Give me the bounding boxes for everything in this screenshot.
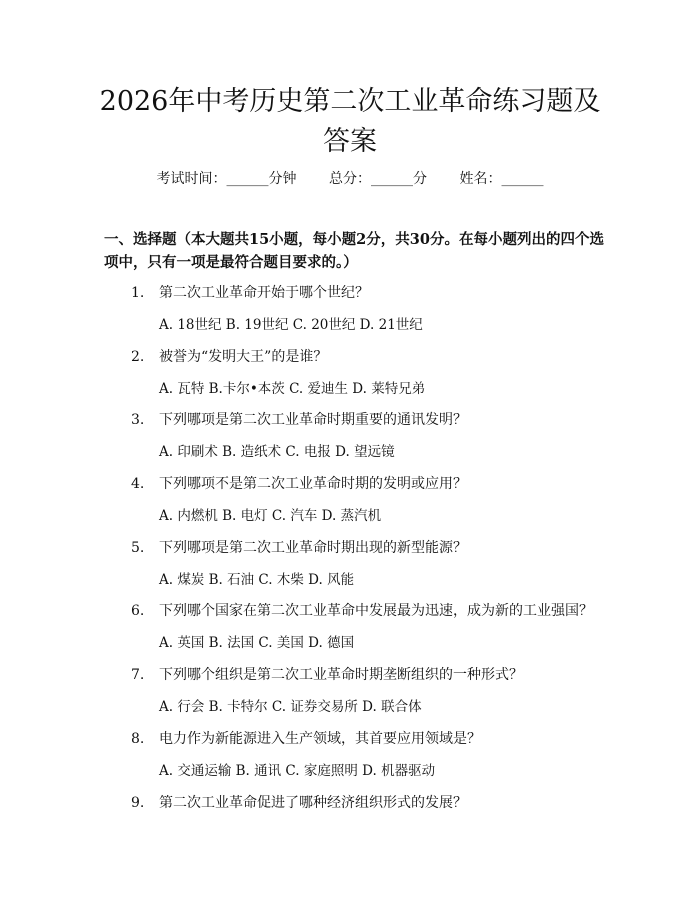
section-heading: 一、选择题（本大题共15小题，每小题2分，共30分。在每小题列出的四个选项中，只有一项是最符合题目要求的。） bbox=[104, 231, 604, 271]
exam-time-field: 考试时间：______分钟 bbox=[156, 171, 297, 187]
question-options: A. 印刷术 B. 造纸术 C. 电报 D. 望远镜 bbox=[159, 444, 395, 460]
question-text: 下列哪项是第二次工业革命时期重要的通讯发明？ bbox=[159, 412, 467, 428]
question-options: A. 18世纪 B. 19世纪 C. 20世纪 D. 21世纪 bbox=[159, 317, 423, 333]
question-text: 下列哪个组织是第二次工业革命时期垄断组织的一种形式？ bbox=[159, 667, 523, 683]
question-number: 2. bbox=[131, 349, 145, 365]
question-number: 1. bbox=[131, 285, 145, 301]
question-number: 7. bbox=[131, 667, 145, 683]
question-number: 5. bbox=[131, 540, 145, 556]
question-options: A. 交通运输 B. 通讯 C. 家庭照明 D. 机器驱动 bbox=[159, 763, 436, 779]
question-text: 第二次工业革命开始于哪个世纪？ bbox=[159, 285, 369, 301]
question-options: A. 英国 B. 法国 C. 美国 D. 德国 bbox=[159, 635, 355, 651]
question-options: A. 行会 B. 卡特尔 C. 证券交易所 D. 联合体 bbox=[159, 699, 422, 715]
question-options: A. 瓦特 B.卡尔•本茨 C. 爱迪生 D. 莱特兄弟 bbox=[159, 381, 426, 397]
question-text: 第二次工业革命促进了哪种经济组织形式的发展？ bbox=[159, 795, 467, 811]
question-number: 4. bbox=[131, 476, 145, 492]
question-number: 6. bbox=[131, 603, 145, 619]
question-number: 8. bbox=[131, 731, 145, 747]
question-options: A. 煤炭 B. 石油 C. 木柴 D. 风能 bbox=[159, 572, 355, 588]
question-text: 下列哪项不是第二次工业革命时期的发明或应用？ bbox=[159, 476, 467, 492]
question-number: 3. bbox=[131, 412, 145, 428]
question-text: 下列哪项是第二次工业革命时期出现的新型能源？ bbox=[159, 540, 467, 556]
exam-info bbox=[0, 170, 700, 188]
question-text: 下列哪个国家在第二次工业革命中发展最为迅速，成为新的工业强国？ bbox=[159, 603, 593, 619]
question-number: 9. bbox=[131, 795, 145, 811]
question-text: 被誉为“发明大王”的是谁？ bbox=[159, 349, 328, 365]
page-title: 2026年中考历史第二次工业革命练习题及答案 bbox=[99, 86, 601, 157]
question-options: A. 内燃机 B. 电灯 C. 汽车 D. 蒸汽机 bbox=[159, 508, 382, 524]
question-text: 电力作为新能源进入生产领域，其首要应用领域是？ bbox=[159, 731, 481, 747]
name-field: 姓名：______ bbox=[459, 171, 544, 187]
total-score-field: 总分：______分 bbox=[329, 171, 427, 187]
